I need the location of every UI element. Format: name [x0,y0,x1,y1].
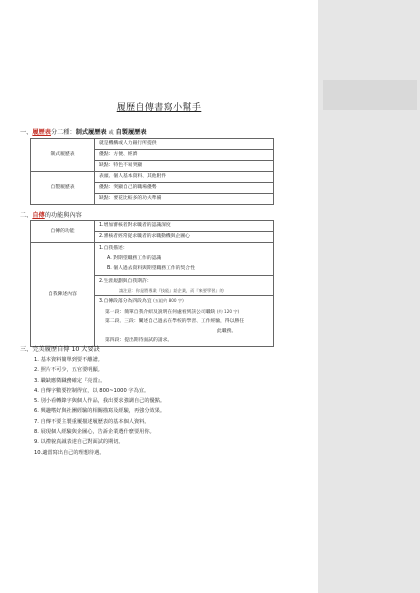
section-3-heading: 三、完美履歷自傳 10 大要訣 [20,346,100,353]
comments-sidebar [318,0,420,593]
list-item: 7. 自傳不要主製重覆描述履歷表的基本個人資料。 [34,418,150,425]
row-label-standard: 制式履歷表 [31,139,95,172]
comment-box[interactable] [323,80,417,110]
autobiography-table: 自傳的功能 1.增加審核者對求職者的認識深度 2.審核者經常從求職者的求職動機與企圖心 自我陳述內容 1.自我描述： A. 對期望職務工作的認識 B. 個人過去資料與期望職務工作的契合性 2.生涯規劃與自我期許： 請注意：你是將專業『技能』給企業，而『來要學習』的 3.自傳段落分為四段為宜 (五組約 800 字) 第一段：簡單自我介紹及說明在何處看到該公司職缺 (約 120 字) 第二段、三段：闡述自己過去在學校的學習、工作經驗，得以勝任 此職務。 第四段：提出期待面試的請求。 [30,220,274,347]
document-title: 履歷自傳書寫小幫手 [116,103,202,113]
row-label-content: 自我陳述內容 [31,243,95,347]
section-2-heading: 二、自傳的功能與內容 [20,212,82,219]
tips-list [34,355,165,458]
list-item: 10.適當寫出自己的理想待遇。 [34,449,105,456]
content-self-description: 1.自我描述： A. 對期望職務工作的認識 B. 個人過去資料與期望職務工作的契合性 [95,243,274,276]
list-item: 3. 職缺應徵職務確定『亮當』。 [34,377,106,384]
list-item: 5. 別小看轉錄字與個人作品，我出要求強調自己的優點。 [34,398,166,405]
resume-type-table: 制式履歷表 就是機構或人力銀行所提供 優點：方便、經濟 缺點：特色不易突顯 自製履歷表 表頭、個人基本資料、其他附件 優點：突顯自己的職場優勢 缺點：要花比較多的功夫準備 [30,138,274,205]
list-item: 1. 基本資料簡單到要不離譜。 [34,357,103,363]
content-paragraphs: 3.自傳段落分為四段為宜 (五組約 800 字) 第一段：簡單自我介紹及說明在何處看到該公司職缺 (約 120 字) 第二段、三段：闡述自己過去在學校的學習、工作經驗，得以勝任 此職務。 第四段：提出期待面試的請求。 [95,296,274,347]
list-item: 2. 照片不可少，五官要明顯。 [34,367,103,374]
list-item: 9. 以禮貌真誠表達自己對面試的期切。 [34,439,124,446]
content-career-plan: 2.生涯規劃與自我期許： 請注意：你是將專業『技能』給企業，而『來要學習』的 [95,276,274,296]
list-item: 4. 自傳字數要控制得宜，以 800~1000 字為宜。 [34,387,150,394]
row-label-custom: 自製履歷表 [31,172,95,205]
list-item: 8. 展現個人經驗與企圖心，告訴企業選什麼要用你。 [34,429,155,436]
row-label-function: 自傳的功能 [31,221,95,243]
section-1-heading: 一、履歷表分二種：制式履歷表 或 自製履歷表 [20,129,147,136]
list-item: 6. 興趣嗜好與社團經驗的相關描寫及經驗，再強分效果。 [34,408,166,415]
